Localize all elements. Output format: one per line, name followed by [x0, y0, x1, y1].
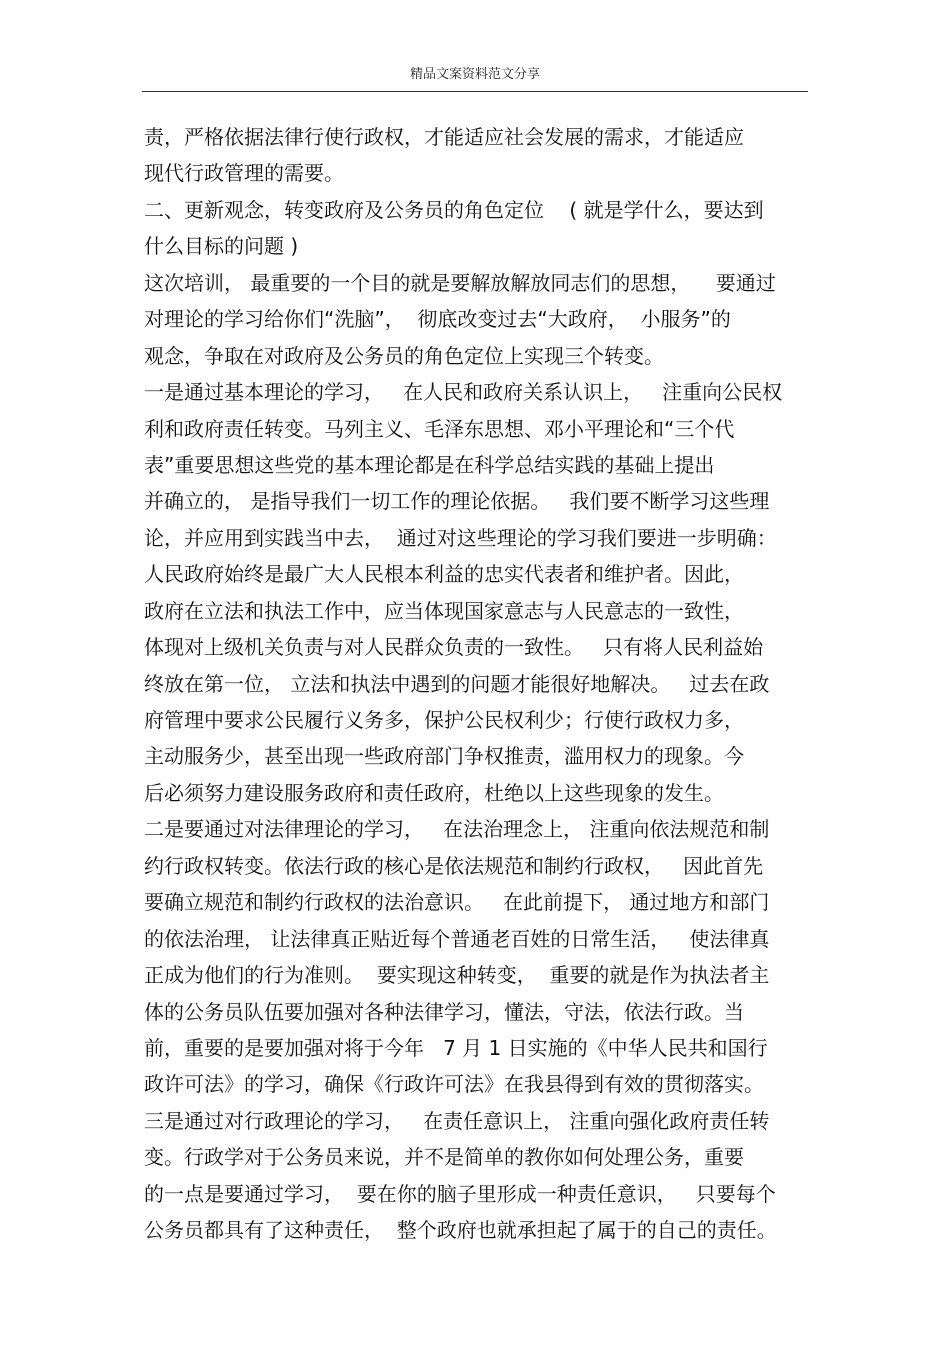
text-line: 一是通过基本理论的学习， 在人民和政府关系认识上， 注重向公民权 [144, 380, 783, 405]
text-line: 的一点是要通过学习， 要在你的脑子里形成一种责任意识， 只要每个 [144, 1181, 776, 1206]
text-line: 体的公务员队伍要加强对各种法律学习，懂法，守法，依法行政。当 [144, 999, 744, 1024]
text-line: 府管理中要求公民履行义务多，保护公民权利少；行使行政权力多， [144, 708, 744, 732]
text-line: 主动服务少，甚至出现一些政府部门争权推责，滥用权力的现象。今 [144, 744, 744, 769]
text-line: 的依法治理， 让法律真正贴近每个普通老百姓的日常生活， 使法律真 [144, 926, 770, 951]
text-line: 二是要通过对法律理论的学习， 在法治理念上， 注重向依法规范和制 [144, 817, 770, 842]
section-heading: 二、更新观念，转变政府及公务员的角色定位 ( 就是学什么，要达到 [144, 197, 764, 222]
text-line: 体现对上级机关负责与对人民群众负责的一致性。 只有将人民利益始 [144, 635, 764, 660]
page-header-title: 精品文案资料范文分享 [409, 67, 540, 82]
text-line: 表”重要思想这些党的基本理论都是在科学总结实践的基础上提出 [144, 452, 715, 477]
header-divider [142, 91, 808, 92]
text-line: 后必须努力建设服务政府和责任政府，杜绝以上这些现象的发生。 [144, 780, 724, 805]
text-line: 前，重要的是要加强对将于今年 7 月 1 日实施的《中华人民共和国行 [144, 1035, 768, 1060]
text-line: 现代行政管理的需要。 [144, 161, 344, 186]
text-line: 公务员都具有了这种责任， 整个政府也就承担起了属于的自己的责任。 [144, 1218, 777, 1243]
text-line: 对理论的学习给你们“洗脑”， 彻底改变过去“大政府， 小服务”的 [144, 307, 731, 332]
text-line: 要确立规范和制约行政权的法治意识。 在此前提下， 通过地方和部门 [144, 890, 770, 915]
text-line: 变。行政学对于公务员来说，并不是简单的教你如何处理公务，重要 [144, 1145, 744, 1170]
text-line: 这次培训， 最重要的一个目的就是要解放解放同志们的思想， 要通过 [144, 270, 776, 295]
text-line: 利和政府责任转变。马列主义、毛泽东思想、邓小平理论和“三个代 [144, 416, 735, 441]
text-line: 责，严格依据法律行使行政权，才能适应社会发展的需求，才能适应 [144, 125, 744, 149]
text-line: 观念，争取在对政府及公务员的角色定位上实现三个转变。 [144, 343, 664, 368]
document-body [144, 119, 810, 1249]
text-line: 政府在立法和执法工作中，应当体现国家意志与人民意志的一致性， [144, 598, 744, 623]
section-heading: 什么目标的问题 ) [144, 234, 299, 259]
text-line: 三是通过对行政理论的学习， 在责任意识上， 注重向强化政府责任转 [144, 1108, 770, 1133]
text-line: 终放在第一位， 立法和执法中遇到的问题才能很好地解决。 过去在政 [144, 671, 770, 696]
text-line: 论，并应用到实践当中去， 通过对这些理论的学习我们要进一步明确： [144, 525, 777, 550]
text-line: 正成为他们的行为准则。 要实现这种转变， 重要的就是作为执法者主 [144, 963, 770, 988]
text-line: 政许可法》的学习，确保《行政许可法》在我县得到有效的贯彻落实。 [144, 1072, 764, 1097]
text-line: 人民政府始终是最广大人民根本利益的忠实代表者和维护者。因此， [144, 562, 744, 587]
text-line: 约行政权转变。依法行政的核心是依法规范和制约行政权， 因此首先 [144, 853, 764, 878]
text-line: 并确立的， 是指导我们一切工作的理论依据。 我们要不断学习这些理 [144, 489, 770, 514]
